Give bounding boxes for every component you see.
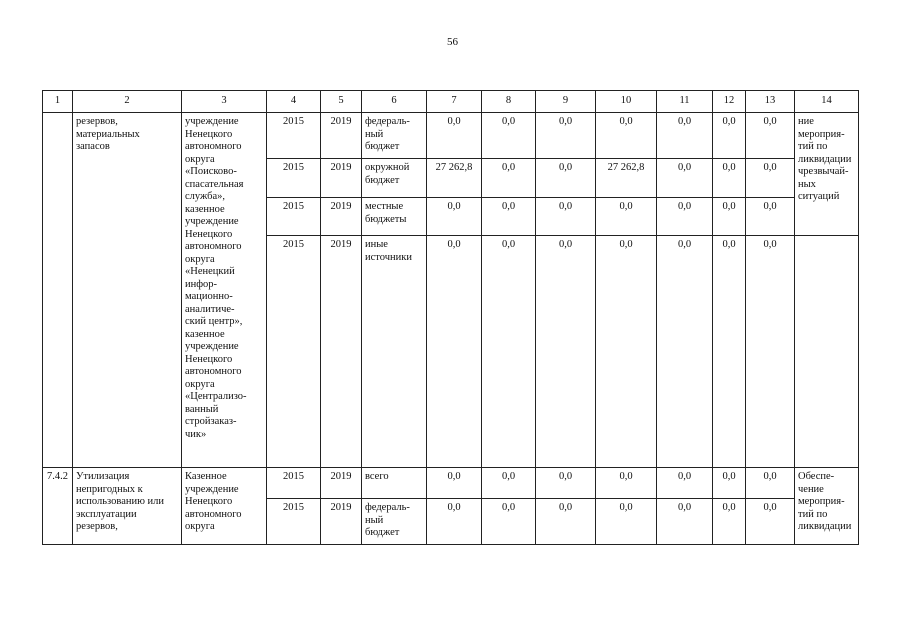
amount-cell: 0,0 bbox=[596, 468, 657, 499]
activity-name-cell: резервов, материальных запасов bbox=[73, 113, 182, 468]
amount-cell: 0,0 bbox=[536, 499, 596, 545]
column-number-header: 1 bbox=[43, 91, 73, 113]
amount-cell: 0,0 bbox=[482, 499, 536, 545]
amount-cell: 0,0 bbox=[746, 198, 795, 236]
amount-cell: 0,0 bbox=[482, 113, 536, 159]
column-number-header: 8 bbox=[482, 91, 536, 113]
executor-cell: учреждение Ненецкого автономного округа «Поисково- спасательная служба», казенное учреждение Ненецкого автономного округа «Ненецкий инфор- мационно- аналитиче- ский центр», казенное учреждение Ненецкого автономного округа «Централизо- ванный стройзаказ- чик» bbox=[182, 113, 267, 468]
table-row bbox=[43, 468, 859, 499]
start-year-cell: 2015 bbox=[267, 198, 321, 236]
amount-cell: 0,0 bbox=[536, 159, 596, 198]
page-number: 56 bbox=[447, 36, 458, 48]
start-year-cell: 2015 bbox=[267, 159, 321, 198]
amount-cell: 0,0 bbox=[536, 236, 596, 468]
amount-cell: 0,0 bbox=[536, 198, 596, 236]
amount-cell: 0,0 bbox=[746, 236, 795, 468]
activity-name-cell: Утилизация непригодных к использованию или эксплуатации резервов, bbox=[73, 468, 182, 545]
amount-cell: 0,0 bbox=[536, 113, 596, 159]
amount-cell: 0,0 bbox=[427, 198, 482, 236]
start-year-cell: 2015 bbox=[267, 236, 321, 468]
amount-cell: 27 262,8 bbox=[427, 159, 482, 198]
column-number-header: 12 bbox=[713, 91, 746, 113]
table-row bbox=[43, 113, 859, 159]
amount-cell: 0,0 bbox=[713, 468, 746, 499]
amount-cell: 0,0 bbox=[657, 468, 713, 499]
column-number-header: 4 bbox=[267, 91, 321, 113]
executor-cell: Казенное учреждение Ненецкого автономного округа bbox=[182, 468, 267, 545]
amount-cell: 0,0 bbox=[482, 236, 536, 468]
amount-cell: 0,0 bbox=[596, 499, 657, 545]
column-number-header: 3 bbox=[182, 91, 267, 113]
amount-cell: 27 262,8 bbox=[596, 159, 657, 198]
amount-cell: 0,0 bbox=[746, 113, 795, 159]
column-number-header: 5 bbox=[321, 91, 362, 113]
amount-cell: 0,0 bbox=[596, 113, 657, 159]
amount-cell: 0,0 bbox=[427, 468, 482, 499]
start-year-cell: 2015 bbox=[267, 113, 321, 159]
end-year-cell: 2019 bbox=[321, 236, 362, 468]
column-number-header: 13 bbox=[746, 91, 795, 113]
end-year-cell: 2019 bbox=[321, 159, 362, 198]
amount-cell: 0,0 bbox=[657, 236, 713, 468]
funding-source-cell: федераль- ный бюджет bbox=[362, 499, 427, 545]
item-index-cell bbox=[43, 113, 73, 468]
expected-result-cell: ние мероприя- тий по ликвидации чрезвычай- ных ситуаций bbox=[795, 113, 859, 236]
end-year-cell: 2019 bbox=[321, 113, 362, 159]
end-year-cell: 2019 bbox=[321, 468, 362, 499]
end-year-cell: 2019 bbox=[321, 499, 362, 545]
column-number-header: 6 bbox=[362, 91, 427, 113]
start-year-cell: 2015 bbox=[267, 499, 321, 545]
end-year-cell: 2019 bbox=[321, 198, 362, 236]
amount-cell: 0,0 bbox=[482, 159, 536, 198]
item-index-cell: 7.4.2 bbox=[43, 468, 73, 545]
expected-result-cell: Обеспе- чение мероприя- тий по ликвидации bbox=[795, 468, 859, 545]
amount-cell: 0,0 bbox=[596, 236, 657, 468]
amount-cell: 0,0 bbox=[657, 499, 713, 545]
column-number-header: 7 bbox=[427, 91, 482, 113]
amount-cell: 0,0 bbox=[482, 468, 536, 499]
column-number-header-row bbox=[43, 91, 859, 113]
empty-cell bbox=[795, 236, 859, 468]
funding-source-cell: федераль- ный бюджет bbox=[362, 113, 427, 159]
amount-cell: 0,0 bbox=[657, 198, 713, 236]
amount-cell: 0,0 bbox=[713, 198, 746, 236]
column-number-header: 9 bbox=[536, 91, 596, 113]
amount-cell: 0,0 bbox=[657, 159, 713, 198]
program-activities-table bbox=[42, 90, 859, 545]
amount-cell: 0,0 bbox=[713, 236, 746, 468]
amount-cell: 0,0 bbox=[482, 198, 536, 236]
column-number-header: 11 bbox=[657, 91, 713, 113]
funding-source-cell: иные источники bbox=[362, 236, 427, 468]
amount-cell: 0,0 bbox=[746, 159, 795, 198]
funding-source-cell: всего bbox=[362, 468, 427, 499]
start-year-cell: 2015 bbox=[267, 468, 321, 499]
column-number-header: 10 bbox=[596, 91, 657, 113]
amount-cell: 0,0 bbox=[596, 198, 657, 236]
amount-cell: 0,0 bbox=[427, 113, 482, 159]
amount-cell: 0,0 bbox=[427, 499, 482, 545]
funding-source-cell: местные бюджеты bbox=[362, 198, 427, 236]
amount-cell: 0,0 bbox=[427, 236, 482, 468]
funding-source-cell: окружной бюджет bbox=[362, 159, 427, 198]
amount-cell: 0,0 bbox=[713, 499, 746, 545]
amount-cell: 0,0 bbox=[657, 113, 713, 159]
amount-cell: 0,0 bbox=[746, 499, 795, 545]
amount-cell: 0,0 bbox=[536, 468, 596, 499]
amount-cell: 0,0 bbox=[746, 468, 795, 499]
column-number-header: 14 bbox=[795, 91, 859, 113]
amount-cell: 0,0 bbox=[713, 159, 746, 198]
amount-cell: 0,0 bbox=[713, 113, 746, 159]
column-number-header: 2 bbox=[73, 91, 182, 113]
